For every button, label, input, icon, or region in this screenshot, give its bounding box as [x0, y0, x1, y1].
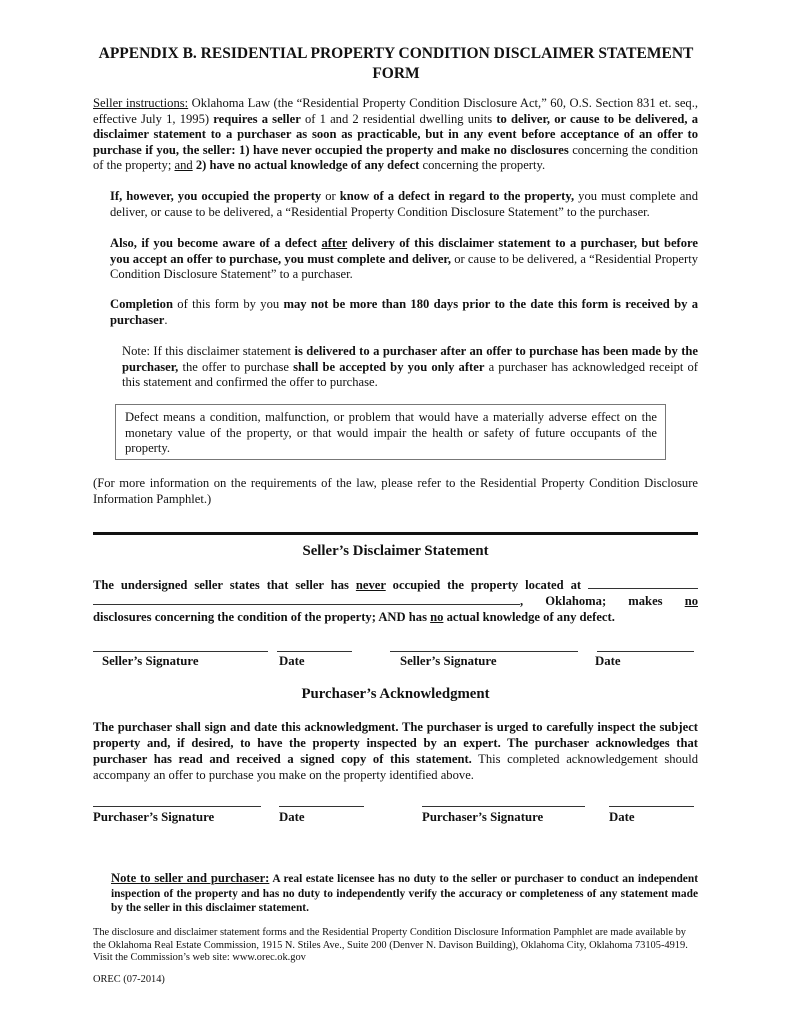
purchaser-text: This completed acknowledgement should accompany an offer to purchase you make on the property identified above. — [93, 752, 698, 782]
purchaser-date-label-2: Date — [609, 810, 635, 824]
form-code: OREC (07-2014) — [93, 974, 165, 985]
note-to-parties — [111, 871, 698, 916]
note-text: the offer to purchase — [178, 359, 294, 374]
seller-no: no — [430, 610, 444, 624]
instructions-and: and — [174, 158, 193, 173]
occupied-text: or — [321, 189, 340, 203]
property-location-field-2[interactable] — [93, 593, 520, 605]
instructions-text: Oklahoma Law (the “Residential Property Condition Disclosure Act,” 60, O.S. Section 831 et. seq., effective July 1, 1995) — [93, 96, 698, 126]
seller-date-line-2[interactable] — [597, 651, 694, 652]
occupied-bold: If, however, you occupied the property — [110, 189, 322, 203]
aware-defect-paragraph — [110, 236, 698, 283]
purchaser-signature-line-1[interactable] — [93, 806, 261, 807]
purchaser-signature-label-1: Purchaser’s Signature — [93, 810, 215, 824]
note-paragraph — [122, 344, 698, 391]
occupied-bold: know of a defect in regard to the property, — [339, 189, 575, 203]
footer-text: The disclosure and disclaimer statement forms and the Residential Property Condition Disclosure Information Pamphlet are made available by the Oklahoma Real Estate Commission, 1915 N. Stiles Ave., Suite 200 (Denver N. Davison Building), Oklahoma City, Oklahoma 73105-4919. Visit the Commission’s web site: www.orec.ok.gov — [93, 927, 688, 964]
aware-bold: Also, if you become aware of a defect — [110, 236, 322, 250]
seller-signature-line-2[interactable] — [390, 651, 578, 652]
completion-paragraph — [110, 297, 698, 328]
seller-instructions-label: Seller instructions: — [93, 96, 189, 110]
seller-date-line-1[interactable] — [277, 651, 352, 652]
note-to-text: A real estate licensee has no duty to the seller or purchaser to conduct an independent inspection of the property and has no duty to independently verify the accuracy or completeness of any statement made by the seller in this disclaimer statement. — [111, 873, 698, 915]
instructions-text: concerning the condition of the property; — [93, 142, 698, 173]
instructions-text: of 1 and 2 residential dwelling units — [300, 111, 497, 126]
note-text: a purchaser has acknowledged receipt of this statement and confirmed the offer to purchase. — [122, 359, 699, 390]
seller-statement-text: occupied the property located at — [385, 578, 588, 592]
purchaser-date-line-1[interactable] — [279, 806, 364, 807]
seller-instructions — [93, 96, 698, 174]
section-divider — [93, 532, 698, 535]
instructions-bold: to deliver, or cause to be delivered, a disclaimer statement to a purchaser as soon as practicable, but in any event before acceptance of an offer to purchase if you, the seller: 1) have never occupied the property and make no disclosures — [93, 111, 698, 157]
aware-after: after — [321, 236, 348, 250]
seller-disclaimer-heading: Seller’s Disclaimer Statement — [302, 543, 489, 559]
note-bold: shall be accepted by you only after — [293, 359, 485, 374]
purchaser-date-label-1: Date — [279, 810, 305, 824]
completion-text: . — [164, 312, 168, 327]
seller-statement-text: The undersigned seller states that seller has — [93, 578, 356, 592]
completion-text: of this form by you — [172, 297, 284, 311]
note-text: Note: If this disclaimer statement — [122, 344, 295, 358]
purchaser-date-line-2[interactable] — [609, 806, 694, 807]
title-line-2: FORM — [372, 65, 420, 82]
seller-statement-text: actual knowledge of any defect. — [443, 610, 615, 624]
aware-bold: delivery of this disclaimer statement to a purchaser, but before you accept an offer to purchase, you must complete and deliver, — [110, 236, 698, 266]
seller-signature-line-1[interactable] — [93, 651, 268, 652]
aware-text: or cause to be delivered, a “Residential Property Condition Disclosure Statement” to a purchaser. — [110, 251, 698, 282]
more-info-paragraph: (For more information on the requirements of the law, please refer to the Residential Property Condition Disclosure Information Pamphlet.) — [93, 476, 698, 506]
defect-definition-text: Defect means a condition, malfunction, or problem that would have a materially adverse effect on the monetary value of the property, or that would impair the health or safety of future occupants of the property. — [125, 410, 657, 456]
property-location-field[interactable] — [588, 577, 698, 589]
page-title — [92, 44, 700, 84]
purchaser-signature-label-2: Purchaser’s Signature — [422, 810, 544, 824]
purchaser-acknowledgment-heading: Purchaser’s Acknowledgment — [301, 686, 490, 702]
instructions-bold: 2) have no actual knowledge of any defect — [192, 158, 420, 173]
seller-statement-paragraph — [93, 577, 698, 625]
seller-statement-text: disclosures concerning the condition of the property; AND has — [93, 610, 431, 624]
completion-bold: Completion — [110, 297, 173, 311]
occupied-paragraph — [110, 189, 698, 220]
occupied-text: you must complete and deliver, or cause to be delivered, a “Residential Property Condition Disclosure Statement” to the purchaser. — [110, 189, 698, 219]
instructions-bold: requires a seller — [213, 111, 301, 126]
seller-statement-text: , Oklahoma; makes — [520, 594, 685, 608]
seller-signature-label-2: Seller’s Signature — [400, 654, 497, 668]
seller-never: never — [355, 578, 386, 592]
instructions-text: concerning the property. — [419, 158, 546, 173]
seller-date-label-1: Date — [279, 654, 305, 668]
note-to-label: Note to seller and purchaser: — [111, 871, 270, 885]
completion-bold: may not be more than 180 days prior to the date this form is received by a purchaser — [110, 297, 698, 327]
seller-signature-label-1: Seller’s Signature — [102, 654, 199, 668]
title-line-1: APPENDIX B. RESIDENTIAL PROPERTY CONDITION DISCLAIMER STATEMENT — [98, 45, 694, 62]
defect-definition-box — [115, 404, 666, 460]
purchaser-acknowledgment-paragraph — [93, 719, 698, 783]
purchaser-signature-line-2[interactable] — [422, 806, 585, 807]
purchaser-bold: The purchaser shall sign and date this acknowledgment. The purchaser is urged to carefully inspect the subject property and, if desired, to have the property inspected by an expert. The purchaser acknowledges that purchaser has read and received a signed copy of this statement. — [93, 720, 698, 766]
seller-no: no — [684, 594, 698, 608]
seller-date-label-2: Date — [595, 654, 621, 668]
note-bold: is delivered to a purchaser after an offer to purchase has been made by the purchaser, — [122, 344, 698, 374]
